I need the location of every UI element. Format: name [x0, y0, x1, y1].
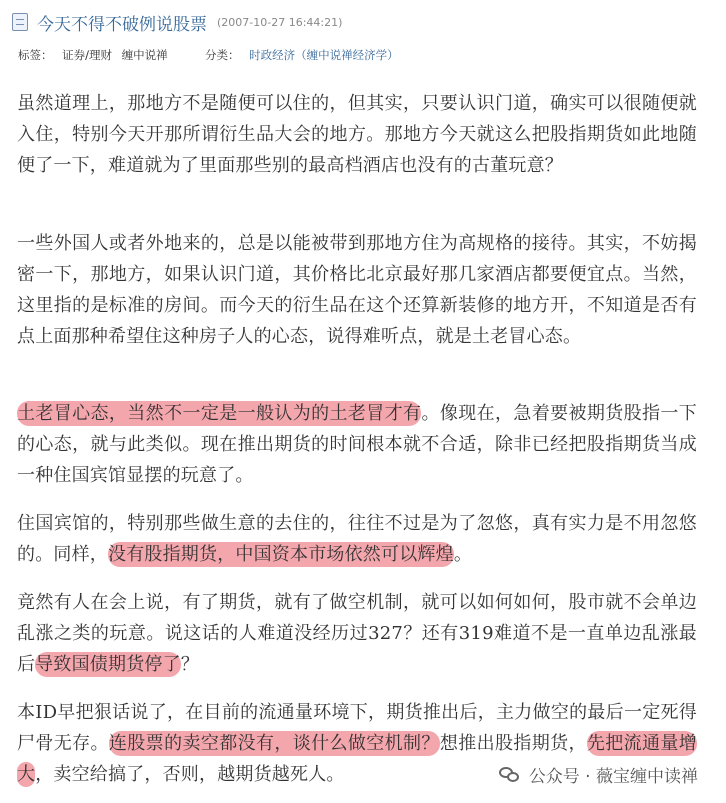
- paragraph: [17, 587, 697, 680]
- paragraph-text: 。: [453, 544, 473, 565]
- paragraph-text: 。像现在，急着要被期货股指一下的心态，就与此类似。现在推出期货的时间根本就不合适，除非已经把股指期货当成一种住国宾馆显摆的玩意了。: [17, 403, 698, 486]
- highlighted-text: 没有股指期货，中国资本市场依然可以辉煌: [108, 544, 454, 565]
- paragraph-text: 竟然有人在会上说，有了期货，就有了做空机制，就可以如何如何，股市就不会单边乱涨之类的玩意。说这话的人难道没经历过327？还有319难道不是一直单边乱涨最后: [17, 592, 697, 675]
- paragraph-text: 住国宾馆的，特别那些做生意的去住的，往往不过是为了忽悠，真有实力是不用忽悠的。同样，: [17, 513, 697, 565]
- highlighted-text: 导致国债期货停了: [35, 654, 181, 675]
- wechat-icon: [499, 766, 521, 784]
- watermark-text: 公众号 · 薇宝缠中读禅: [528, 767, 698, 787]
- paragraph-text: ，卖空给搞了，否则，越期货越死人。: [35, 764, 345, 785]
- tags-label: 标签：: [18, 48, 53, 62]
- paragraph-text: 本ID早把狠话说了，在目前的流通量环境下，期货推出后，主力做空的最后一定死得尸骨无存。: [17, 702, 697, 754]
- paragraph: 虽然道理上，那地方不是随便可以住的，但其实，只要认识门道，确实可以很随便就入住，特别今天开那所谓衍生品大会的地方。那地方今天就这么把股指期货如此地随便了一下，难道就为了里面那些别的最高档酒店也没有的古董玩意？: [17, 93, 697, 176]
- post-timestamp: (2007-10-27 16:44:21): [217, 15, 343, 29]
- paragraph-text: 想推出股指期货，: [439, 733, 587, 754]
- document-icon: [12, 13, 28, 31]
- paragraph: 一些外国人或者外地来的，总是以能被带到那地方住为高规格的接待。其实，不妨揭密一下，那地方，如果认识门道，其价格比北京最好那几家酒店都要便宜点。当然，这里指的是标准的房间。而今天的衍生品在这个还算新装修的地方开，不知道是否有点上面那种希望住这种房子人的心态，说得难听点，就是土老冒心态。: [17, 233, 697, 347]
- category-label: 分类：: [205, 48, 240, 62]
- post-title[interactable]: 今天不得不破例说股票: [37, 14, 207, 35]
- paragraph: [17, 508, 697, 570]
- highlighted-text: 连股票的卖空都没有，谈什么做空机制？: [108, 733, 440, 754]
- paragraph-text: ？: [180, 654, 200, 675]
- watermark: [493, 760, 704, 789]
- category-link[interactable]: 时政经济（缠中说禅经济学）: [249, 48, 399, 62]
- highlighted-text: 土老冒心态，当然不一定是一般认为的土老冒才有: [17, 403, 422, 424]
- post-meta: [18, 47, 405, 63]
- tag-link[interactable]: 证券/理财: [62, 48, 113, 62]
- highlighted-text: 先把流通量增大: [17, 733, 697, 785]
- paragraph: [17, 398, 697, 491]
- tag-link[interactable]: 缠中说禅: [121, 48, 168, 62]
- title-row: [12, 10, 342, 34]
